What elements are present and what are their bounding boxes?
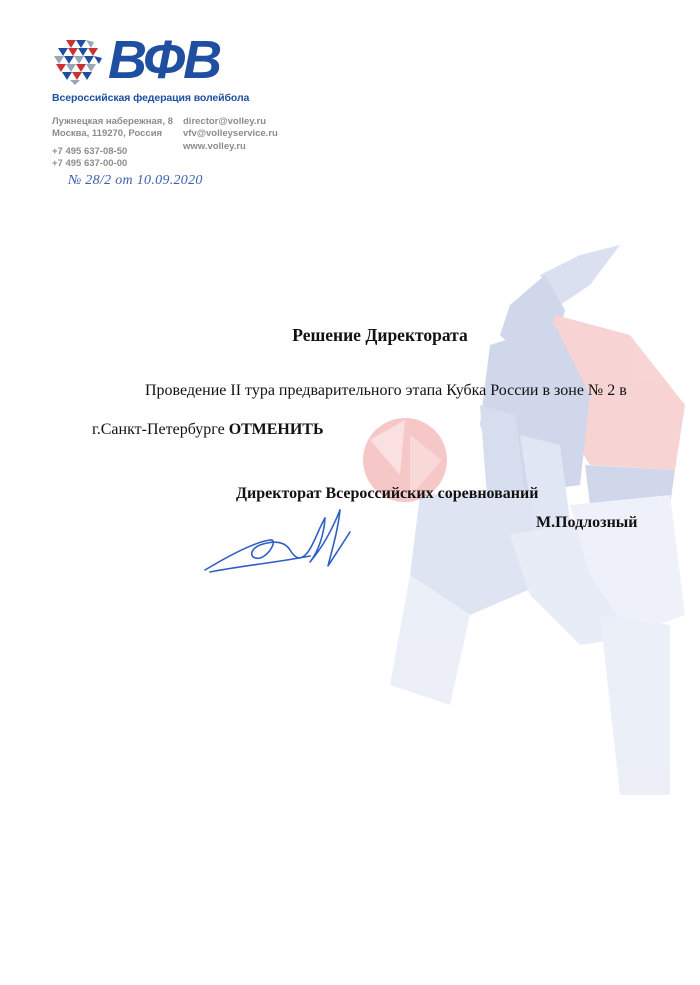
cancel-emphasis: ОТМЕНИТЬ (228, 421, 324, 438)
phone-2: +7 495 637-00-00 (52, 158, 128, 169)
handwritten-signature (200, 500, 370, 580)
body-line-2 (92, 421, 324, 439)
email-director: director@volley.ru (183, 116, 266, 127)
document-title: Решение Директората (292, 325, 468, 345)
body-line-2-prefix: г.Санкт-Петербурге (92, 421, 229, 438)
signatory-name: М.Подлозный (536, 514, 638, 531)
phone-1: +7 495 637-08-50 (52, 146, 128, 157)
organization-name: Всероссийская федерация волейбола (52, 92, 250, 104)
vfv-logo-icon (52, 38, 104, 86)
address-line-2: Москва, 119270, Россия (52, 128, 163, 139)
body-line-1: Проведение II тура предварительного этапа Кубка России в зоне № 2 в (145, 382, 627, 399)
address-line-1: Лужнецкая набережная, 8 (52, 116, 173, 127)
reference-number: № 28/2 от 10.09.2020 (68, 173, 203, 188)
email-vfv: vfv@volleyservice.ru (183, 128, 278, 139)
vfv-logo-text: ВФВ (108, 30, 221, 90)
directorate-name: Директорат Всероссийских соревнований (236, 485, 539, 502)
website: www.volley.ru (183, 141, 246, 152)
